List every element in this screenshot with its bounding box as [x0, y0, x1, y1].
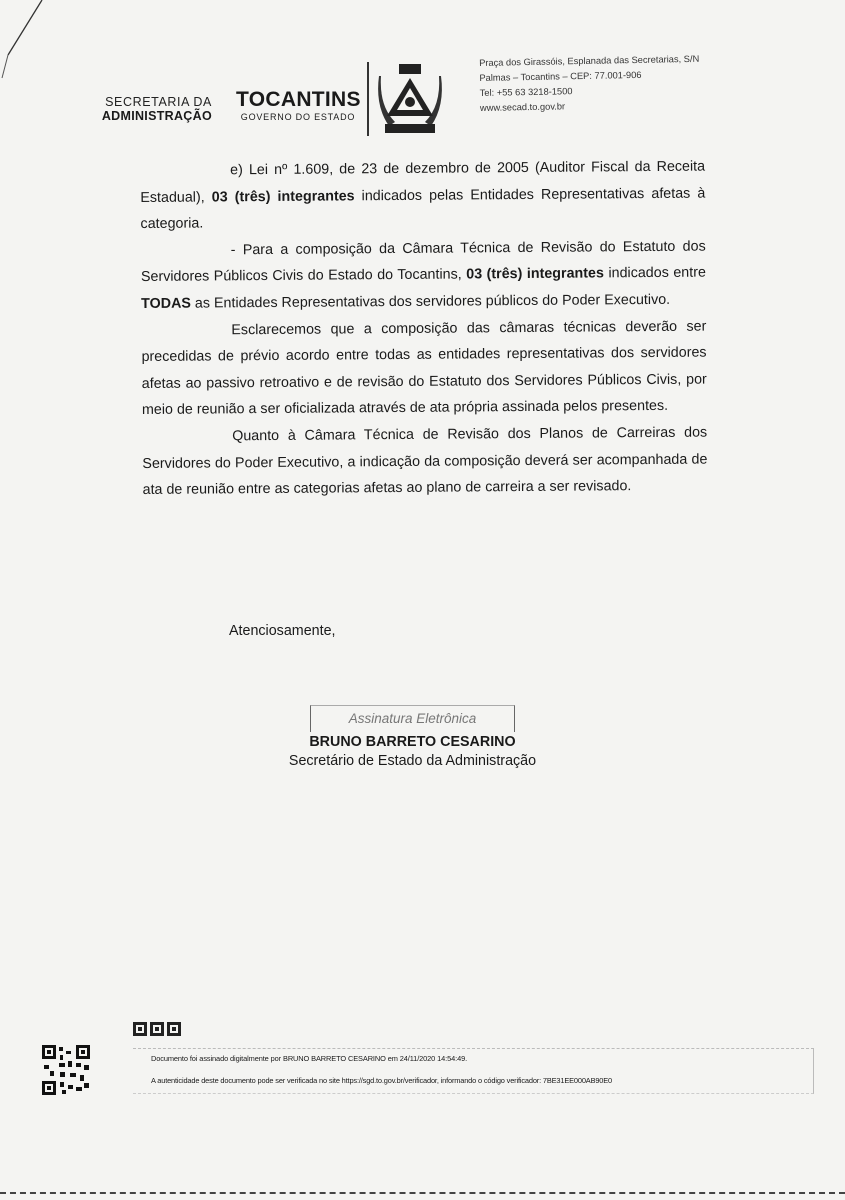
bottom-border	[0, 1192, 845, 1196]
secretaria-line2: ADMINISTRAÇÃO	[101, 109, 212, 123]
paragraph-lei	[140, 154, 706, 238]
text-span: indicados pelas Entidades Representativas afetas à categoria.	[140, 185, 706, 233]
bold-span: 03 (três) integrantes	[211, 187, 355, 206]
page-crease-mark	[0, 0, 60, 90]
qr-code-icon	[42, 1045, 90, 1095]
paragraph-quanto: Quanto à Câmara Técnica de Revisão dos Planos de Carreiras dos Servidores do Poder Executivo, a indicação da composição deverá ser acompanhada de ata de reunião entre as categorias afetas ao plano de carreira a ser revisado.	[142, 424, 708, 499]
text-span: e) Lei nº 1.609, de 23 de dezembro de 2005 (Auditor Fiscal da Receita Estadual),	[140, 158, 706, 206]
small-qr-icon	[133, 1022, 183, 1040]
brand-sub: GOVERNO DO ESTADO	[240, 112, 356, 122]
brand-name: TOCANTINS	[236, 88, 361, 111]
footer-verification-text: A autenticidade deste documento pode ser verificada no site https://sgd.to.gov.br/verificador, informando o código verificador: 7BE31EE000AB90E0	[151, 1076, 613, 1085]
address-block	[479, 52, 700, 116]
letter-body	[140, 154, 708, 504]
paragraph-esclarecemos: Esclarecemos que a composição das câmaras técnicas deverão ser precedidas de prévio acordo entre todas as entidades representativas dos servidores afetas ao passivo retroativo e de revisão do Estatuto dos Servidores Públicos Civis, por meio de reunião a ser oficializada através de ata própria assinada pelos presentes.	[141, 318, 707, 419]
digital-signature-footer	[133, 1048, 813, 1110]
text-span: as Entidades Representativas dos servidores públicos do Poder Executivo.	[190, 291, 671, 312]
address-line: Praça dos Girassóis, Esplanada das Secretarias, S/N	[479, 53, 700, 68]
address-website: www.secad.to.gov.br	[479, 101, 566, 113]
secretaria-label	[100, 95, 212, 123]
signer-name: BRUNO BARRETO CESARINO	[309, 734, 516, 750]
address-line: Palmas – Tocantins – CEP: 77.001-906	[479, 69, 642, 83]
text-span: indicados entre	[603, 264, 706, 282]
paragraph-camara-estatuto	[141, 233, 707, 317]
address-line: Tel: +55 63 3218-1500	[479, 86, 573, 98]
footer-signed-text: Documento foi assinado digitalmente por BRUNO BARRETO CESARINO em 24/11/2020 14:54:49.	[151, 1054, 468, 1063]
header-divider	[367, 62, 369, 136]
secretaria-line1: SECRETARIA DA	[105, 95, 212, 109]
tocantins-logo	[236, 88, 360, 123]
text-span: - Para a composição da Câmara Técnica de Revisão do Estatuto dos Servidores Públicos Civis do Estado do Tocantins,	[140, 238, 706, 286]
bold-span: TODAS	[141, 295, 191, 312]
electronic-signature-box: Assinatura Eletrônica	[310, 705, 515, 732]
state-crest-icon	[375, 60, 455, 140]
bold-span: 03 (três) integrantes	[466, 265, 604, 283]
closing-text: Atenciosamente,	[229, 623, 336, 639]
signer-role: Secretário de Estado da Administração	[288, 753, 537, 769]
